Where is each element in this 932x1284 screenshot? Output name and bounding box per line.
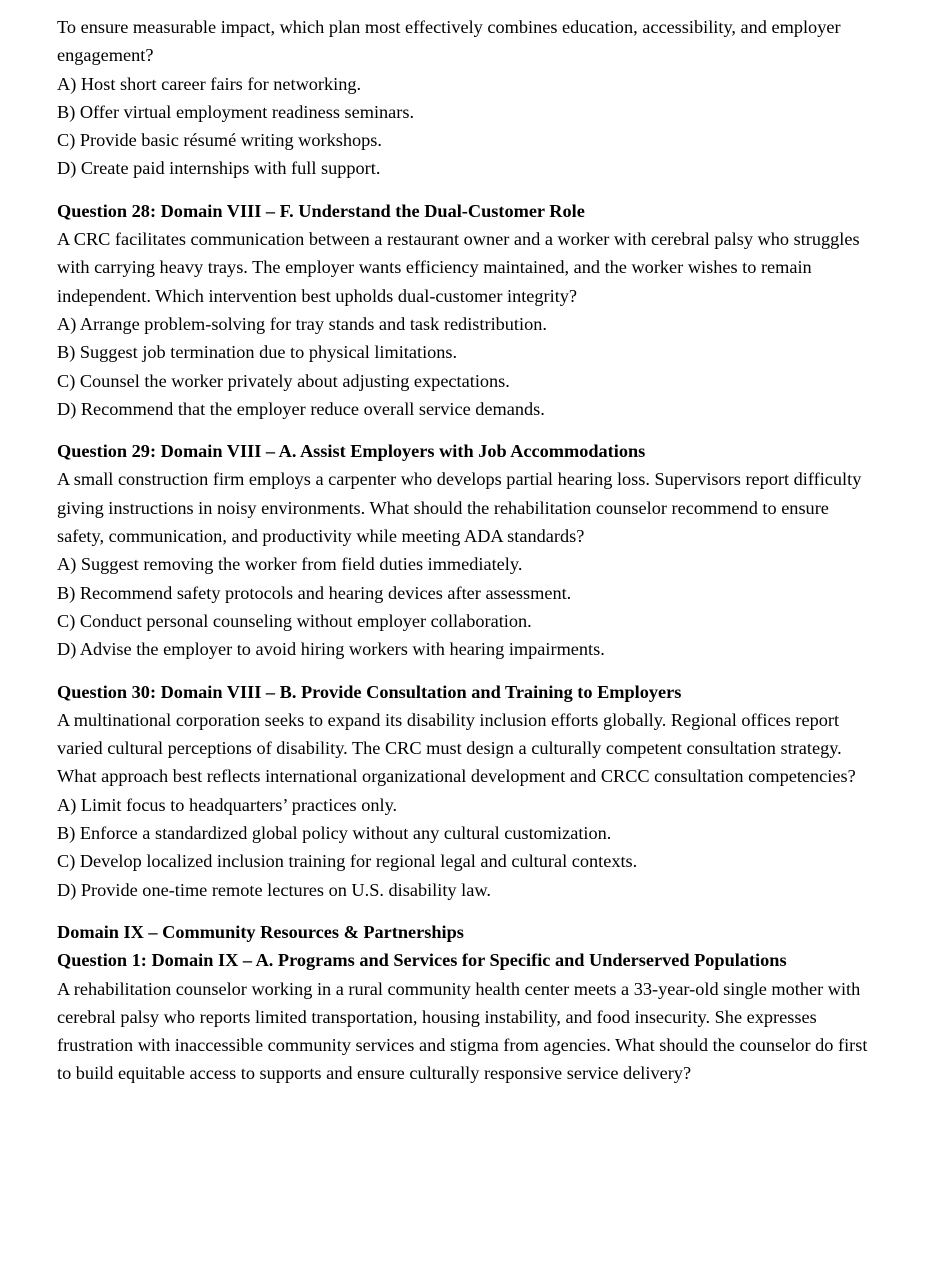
question-30-option-b: B) Enforce a standardized global policy without any cultural customization. xyxy=(57,823,612,844)
question-28-option-a: A) Arrange problem-solving for tray stands and task redistribution. xyxy=(57,313,547,334)
question-28-heading: Question 28: Domain VIII – F. Understand the Dual-Customer Role xyxy=(57,200,585,221)
continued-question-option-b: B) Offer virtual employment readiness seminars. xyxy=(57,101,415,122)
question-29-option-c: C) Conduct personal counseling without employer collaboration. xyxy=(57,610,532,631)
question-30-text: A multinational corporation seeks to expand its disability inclusion efforts globally. Regional offices report varied cultural perceptions of disability. The CRC must design a culturally competent consultation strategy. What approach best reflects international organizational development and CRCC consultation competencies? xyxy=(57,709,856,787)
question-28-text: A CRC facilitates communication between a restaurant owner and a worker with cerebral palsy who struggles with carrying heavy trays. The employer wants efficiency maintained, and the worker wishes to remain independent. Which intervention best upholds dual-customer integrity? xyxy=(57,229,860,306)
question-29-block xyxy=(57,437,877,663)
continued-question-option-d: D) Create paid internships with full support. xyxy=(57,158,381,179)
continued-question-option-a: A) Host short career fairs for networking. xyxy=(57,73,362,94)
question-30-option-c: C) Develop localized inclusion training for regional legal and cultural contexts. xyxy=(57,851,638,872)
continued-question-text: To ensure measurable impact, which plan most effectively combines education, accessibility, and employer engagement? xyxy=(57,17,841,66)
continued-question-option-c: C) Provide basic résumé writing workshops. xyxy=(57,130,382,151)
question-29-option-b: B) Recommend safety protocols and hearing devices after assessment. xyxy=(57,582,572,603)
continued-question-block xyxy=(57,13,877,183)
domain-ix-question-1-heading: Question 1: Domain IX – A. Programs and Services for Specific and Underserved Populations xyxy=(57,950,787,971)
domain-ix-question-1-text: A rehabilitation counselor working in a rural community health center meets a 33-year-old single mother with cerebral palsy who reports limited transportation, housing instability, and food insecurity. She expresses frustration with inaccessible community services and stigma from agencies. What should the counselor do first to build equitable access to supports and ensure culturally responsive service delivery? xyxy=(57,978,868,1084)
question-29-text: A small construction firm employs a carpenter who develops partial hearing loss. Supervisors report difficulty giving instructions in noisy environments. What should the rehabilitation counselor recommend to ensure safety, communication, and productivity while meeting ADA standards? xyxy=(57,469,862,547)
question-29-option-d: D) Advise the employer to avoid hiring workers with hearing impairments. xyxy=(57,639,605,660)
question-28-option-b: B) Suggest job termination due to physical limitations. xyxy=(57,342,458,363)
question-29-option-a: A) Suggest removing the worker from field duties immediately. xyxy=(57,554,523,575)
question-28-option-d: D) Recommend that the employer reduce overall service demands. xyxy=(57,398,545,419)
question-30-option-a: A) Limit focus to headquarters’ practices only. xyxy=(57,794,398,815)
question-28-block xyxy=(57,197,877,423)
domain-ix-section-heading: Domain IX – Community Resources & Partnerships xyxy=(57,921,464,942)
question-29-heading: Question 29: Domain VIII – A. Assist Employers with Job Accommodations xyxy=(57,441,646,462)
question-30-block xyxy=(57,678,877,904)
question-30-heading: Question 30: Domain VIII – B. Provide Consultation and Training to Employers xyxy=(57,681,682,702)
question-30-option-d: D) Provide one-time remote lectures on U.S. disability law. xyxy=(57,879,491,900)
question-28-option-c: C) Counsel the worker privately about adjusting expectations. xyxy=(57,370,510,391)
domain-ix-block xyxy=(57,918,877,1088)
